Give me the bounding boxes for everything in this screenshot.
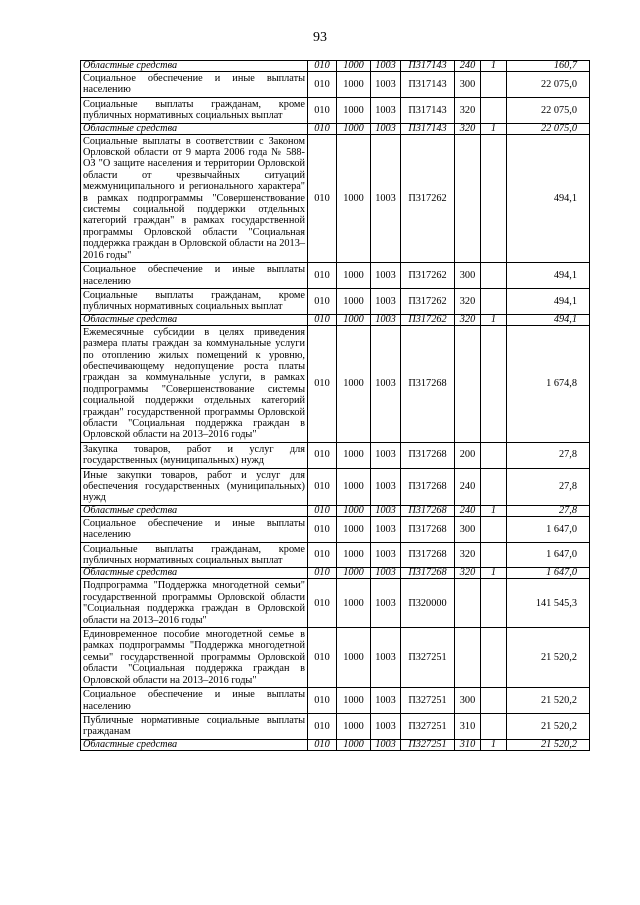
cell-amount: 22 075,0 — [507, 72, 590, 98]
cell-amount: 141 545,3 — [507, 579, 590, 628]
cell-funding-source: 1 — [481, 505, 507, 516]
cell-section-code: 1000 — [337, 288, 371, 314]
cell-target-article: П327251 — [401, 713, 455, 739]
cell-funding-source: 1 — [481, 123, 507, 134]
budget-table — [80, 60, 590, 751]
cell-amount: 494,1 — [507, 314, 590, 325]
table-row — [81, 325, 590, 442]
cell-section-code: 1000 — [337, 314, 371, 325]
cell-subsection-code: 1003 — [371, 72, 401, 98]
cell-target-article: П317268 — [401, 325, 455, 442]
cell-expense-type: 300 — [455, 263, 481, 289]
table-row — [81, 97, 590, 123]
cell-target-article: П317268 — [401, 442, 455, 468]
cell-section-code: 1000 — [337, 123, 371, 134]
cell-expense-type: 320 — [455, 123, 481, 134]
regional-funds-row — [81, 61, 590, 72]
cell-description: Областные средства — [81, 568, 308, 579]
cell-description: Областные средства — [81, 505, 308, 516]
cell-description: Социальные выплаты гражданам, кроме публичных нормативных социальных выплат — [81, 288, 308, 314]
cell-ministry-code: 010 — [308, 568, 337, 579]
cell-description: Социальные выплаты гражданам, кроме публичных нормативных социальных выплат — [81, 97, 308, 123]
regional-funds-row — [81, 505, 590, 516]
table-row — [81, 134, 590, 262]
cell-expense-type: 310 — [455, 713, 481, 739]
cell-description: Единовременное пособие многодетной семье в рамках подпрограммы "Поддержка многодетной семьи" государственной программы Орловской области "Социальная поддержка граждан в Орловской области на 2013–2016 годы" — [81, 628, 308, 688]
cell-ministry-code: 010 — [308, 72, 337, 98]
cell-amount: 494,1 — [507, 288, 590, 314]
cell-target-article: П327251 — [401, 628, 455, 688]
cell-amount: 1 647,0 — [507, 568, 590, 579]
cell-description: Областные средства — [81, 314, 308, 325]
cell-section-code: 1000 — [337, 516, 371, 542]
table-row — [81, 516, 590, 542]
cell-ministry-code: 010 — [308, 579, 337, 628]
table-row — [81, 288, 590, 314]
cell-description: Публичные нормативные социальные выплаты гражданам — [81, 713, 308, 739]
cell-target-article: П327251 — [401, 688, 455, 714]
cell-section-code: 1000 — [337, 97, 371, 123]
cell-amount: 27,8 — [507, 468, 590, 505]
cell-ministry-code: 010 — [308, 314, 337, 325]
cell-funding-source — [481, 97, 507, 123]
cell-ministry-code: 010 — [308, 288, 337, 314]
cell-target-article: П317268 — [401, 542, 455, 568]
cell-ministry-code: 010 — [308, 713, 337, 739]
cell-section-code: 1000 — [337, 468, 371, 505]
table-row — [81, 263, 590, 289]
cell-section-code: 1000 — [337, 688, 371, 714]
cell-subsection-code: 1003 — [371, 542, 401, 568]
cell-target-article: П317268 — [401, 516, 455, 542]
cell-subsection-code: 1003 — [371, 123, 401, 134]
cell-subsection-code: 1003 — [371, 325, 401, 442]
cell-section-code: 1000 — [337, 325, 371, 442]
cell-target-article: П327251 — [401, 739, 455, 750]
cell-subsection-code: 1003 — [371, 97, 401, 123]
cell-description: Социальное обеспечение и иные выплаты населению — [81, 516, 308, 542]
cell-target-article: П317143 — [401, 72, 455, 98]
regional-funds-row — [81, 739, 590, 750]
cell-subsection-code: 1003 — [371, 713, 401, 739]
cell-funding-source — [481, 263, 507, 289]
cell-expense-type: 320 — [455, 568, 481, 579]
cell-section-code: 1000 — [337, 442, 371, 468]
cell-target-article: П317143 — [401, 61, 455, 72]
cell-funding-source — [481, 516, 507, 542]
table-row — [81, 713, 590, 739]
cell-subsection-code: 1003 — [371, 688, 401, 714]
cell-amount: 22 075,0 — [507, 97, 590, 123]
cell-description: Областные средства — [81, 123, 308, 134]
table-row — [81, 579, 590, 628]
regional-funds-row — [81, 123, 590, 134]
cell-target-article: П317268 — [401, 505, 455, 516]
table-body — [81, 61, 590, 751]
cell-target-article: П317143 — [401, 97, 455, 123]
table-row — [81, 72, 590, 98]
cell-expense-type: 240 — [455, 505, 481, 516]
cell-section-code: 1000 — [337, 579, 371, 628]
cell-ministry-code: 010 — [308, 442, 337, 468]
cell-expense-type: 240 — [455, 61, 481, 72]
cell-subsection-code: 1003 — [371, 263, 401, 289]
cell-amount: 494,1 — [507, 134, 590, 262]
cell-description: Социальное обеспечение и иные выплаты населению — [81, 263, 308, 289]
cell-funding-source — [481, 72, 507, 98]
cell-expense-type: 200 — [455, 442, 481, 468]
cell-amount: 22 075,0 — [507, 123, 590, 134]
cell-expense-type: 320 — [455, 314, 481, 325]
cell-section-code: 1000 — [337, 505, 371, 516]
cell-target-article: П317262 — [401, 134, 455, 262]
page-number: 93 — [313, 30, 327, 45]
cell-ministry-code: 010 — [308, 505, 337, 516]
cell-amount: 1 674,8 — [507, 325, 590, 442]
cell-funding-source — [481, 288, 507, 314]
cell-expense-type: 300 — [455, 688, 481, 714]
cell-subsection-code: 1003 — [371, 505, 401, 516]
cell-funding-source — [481, 134, 507, 262]
cell-expense-type: 310 — [455, 739, 481, 750]
table-row — [81, 628, 590, 688]
cell-funding-source — [481, 468, 507, 505]
cell-funding-source: 1 — [481, 314, 507, 325]
cell-subsection-code: 1003 — [371, 314, 401, 325]
cell-amount: 27,8 — [507, 442, 590, 468]
cell-subsection-code: 1003 — [371, 516, 401, 542]
cell-expense-type — [455, 325, 481, 442]
cell-funding-source — [481, 688, 507, 714]
cell-description: Социальные выплаты в соответствии с Законом Орловской области от 9 марта 2006 года № 588-ОЗ "О защите населения и территории Орловской области от чрезвычайных ситуаций межмуниципального и регионального характера" в рамках подпрограммы "Совершенствование системы социальной поддержки отдельных категорий граждан" в рамках государственной программы Орловской области "Социальная поддержка граждан в Орловской области на 2013–2016 годы" — [81, 134, 308, 262]
cell-section-code: 1000 — [337, 72, 371, 98]
cell-amount: 1 647,0 — [507, 516, 590, 542]
cell-target-article: П317268 — [401, 568, 455, 579]
cell-amount: 27,8 — [507, 505, 590, 516]
cell-expense-type: 320 — [455, 97, 481, 123]
cell-ministry-code: 010 — [308, 61, 337, 72]
cell-amount: 1 647,0 — [507, 542, 590, 568]
cell-ministry-code: 010 — [308, 263, 337, 289]
table-row — [81, 442, 590, 468]
cell-amount: 494,1 — [507, 263, 590, 289]
cell-amount: 21 520,2 — [507, 713, 590, 739]
cell-expense-type — [455, 628, 481, 688]
table-row — [81, 688, 590, 714]
cell-expense-type: 300 — [455, 72, 481, 98]
cell-description: Ежемесячные субсидии в целях приведения размера платы граждан за коммунальные услуги по отоплению жилых помещений к уровню, обеспечивающему недопущение роста платы граждан за коммунальные услуги, в рамках подпрограммы "Совершенствование системы социальной поддержки отдельных категорий граждан" государственной программы Орловской области "Социальная поддержка граждан в Орловской области на 2013–2016 годы" — [81, 325, 308, 442]
cell-ministry-code: 010 — [308, 688, 337, 714]
cell-funding-source — [481, 325, 507, 442]
cell-ministry-code: 010 — [308, 628, 337, 688]
cell-expense-type — [455, 579, 481, 628]
cell-section-code: 1000 — [337, 713, 371, 739]
cell-description: Областные средства — [81, 739, 308, 750]
cell-subsection-code: 1003 — [371, 568, 401, 579]
cell-ministry-code: 010 — [308, 516, 337, 542]
cell-description: Закупка товаров, работ и услуг для государственных (муниципальных) нужд — [81, 442, 308, 468]
cell-subsection-code: 1003 — [371, 134, 401, 262]
cell-funding-source: 1 — [481, 568, 507, 579]
cell-description: Социальные выплаты гражданам, кроме публичных нормативных социальных выплат — [81, 542, 308, 568]
cell-expense-type: 320 — [455, 542, 481, 568]
cell-section-code: 1000 — [337, 61, 371, 72]
cell-expense-type: 320 — [455, 288, 481, 314]
cell-expense-type: 240 — [455, 468, 481, 505]
cell-section-code: 1000 — [337, 739, 371, 750]
cell-ministry-code: 010 — [308, 325, 337, 442]
cell-target-article: П317262 — [401, 263, 455, 289]
cell-subsection-code: 1003 — [371, 288, 401, 314]
cell-funding-source: 1 — [481, 739, 507, 750]
table-row — [81, 542, 590, 568]
cell-funding-source — [481, 442, 507, 468]
cell-funding-source — [481, 713, 507, 739]
cell-amount: 160,7 — [507, 61, 590, 72]
cell-description: Областные средства — [81, 61, 308, 72]
cell-target-article: П317143 — [401, 123, 455, 134]
cell-ministry-code: 010 — [308, 739, 337, 750]
cell-section-code: 1000 — [337, 134, 371, 262]
cell-funding-source — [481, 579, 507, 628]
cell-ministry-code: 010 — [308, 97, 337, 123]
cell-description: Иные закупки товаров, работ и услуг для обеспечения государственных (муниципальных) нужд — [81, 468, 308, 505]
cell-subsection-code: 1003 — [371, 468, 401, 505]
regional-funds-row — [81, 314, 590, 325]
cell-subsection-code: 1003 — [371, 61, 401, 72]
cell-section-code: 1000 — [337, 628, 371, 688]
cell-section-code: 1000 — [337, 568, 371, 579]
cell-subsection-code: 1003 — [371, 442, 401, 468]
cell-target-article: П317262 — [401, 288, 455, 314]
cell-ministry-code: 010 — [308, 123, 337, 134]
cell-description: Социальное обеспечение и иные выплаты населению — [81, 688, 308, 714]
cell-section-code: 1000 — [337, 263, 371, 289]
cell-funding-source: 1 — [481, 61, 507, 72]
cell-expense-type — [455, 134, 481, 262]
cell-target-article: П320000 — [401, 579, 455, 628]
cell-funding-source — [481, 542, 507, 568]
cell-description: Социальное обеспечение и иные выплаты населению — [81, 72, 308, 98]
table-row — [81, 468, 590, 505]
cell-description: Подпрограмма "Поддержка многодетной семьи" государственной программы Орловской области "Социальная поддержка граждан в Орловской области на 2013–2016 годы" — [81, 579, 308, 628]
cell-subsection-code: 1003 — [371, 579, 401, 628]
cell-amount: 21 520,2 — [507, 688, 590, 714]
cell-target-article: П317262 — [401, 314, 455, 325]
cell-section-code: 1000 — [337, 542, 371, 568]
cell-subsection-code: 1003 — [371, 628, 401, 688]
cell-ministry-code: 010 — [308, 468, 337, 505]
cell-target-article: П317268 — [401, 468, 455, 505]
cell-ministry-code: 010 — [308, 134, 337, 262]
cell-amount: 21 520,2 — [507, 628, 590, 688]
cell-amount: 21 520,2 — [507, 739, 590, 750]
cell-expense-type: 300 — [455, 516, 481, 542]
cell-subsection-code: 1003 — [371, 739, 401, 750]
cell-ministry-code: 010 — [308, 542, 337, 568]
regional-funds-row — [81, 568, 590, 579]
cell-funding-source — [481, 628, 507, 688]
